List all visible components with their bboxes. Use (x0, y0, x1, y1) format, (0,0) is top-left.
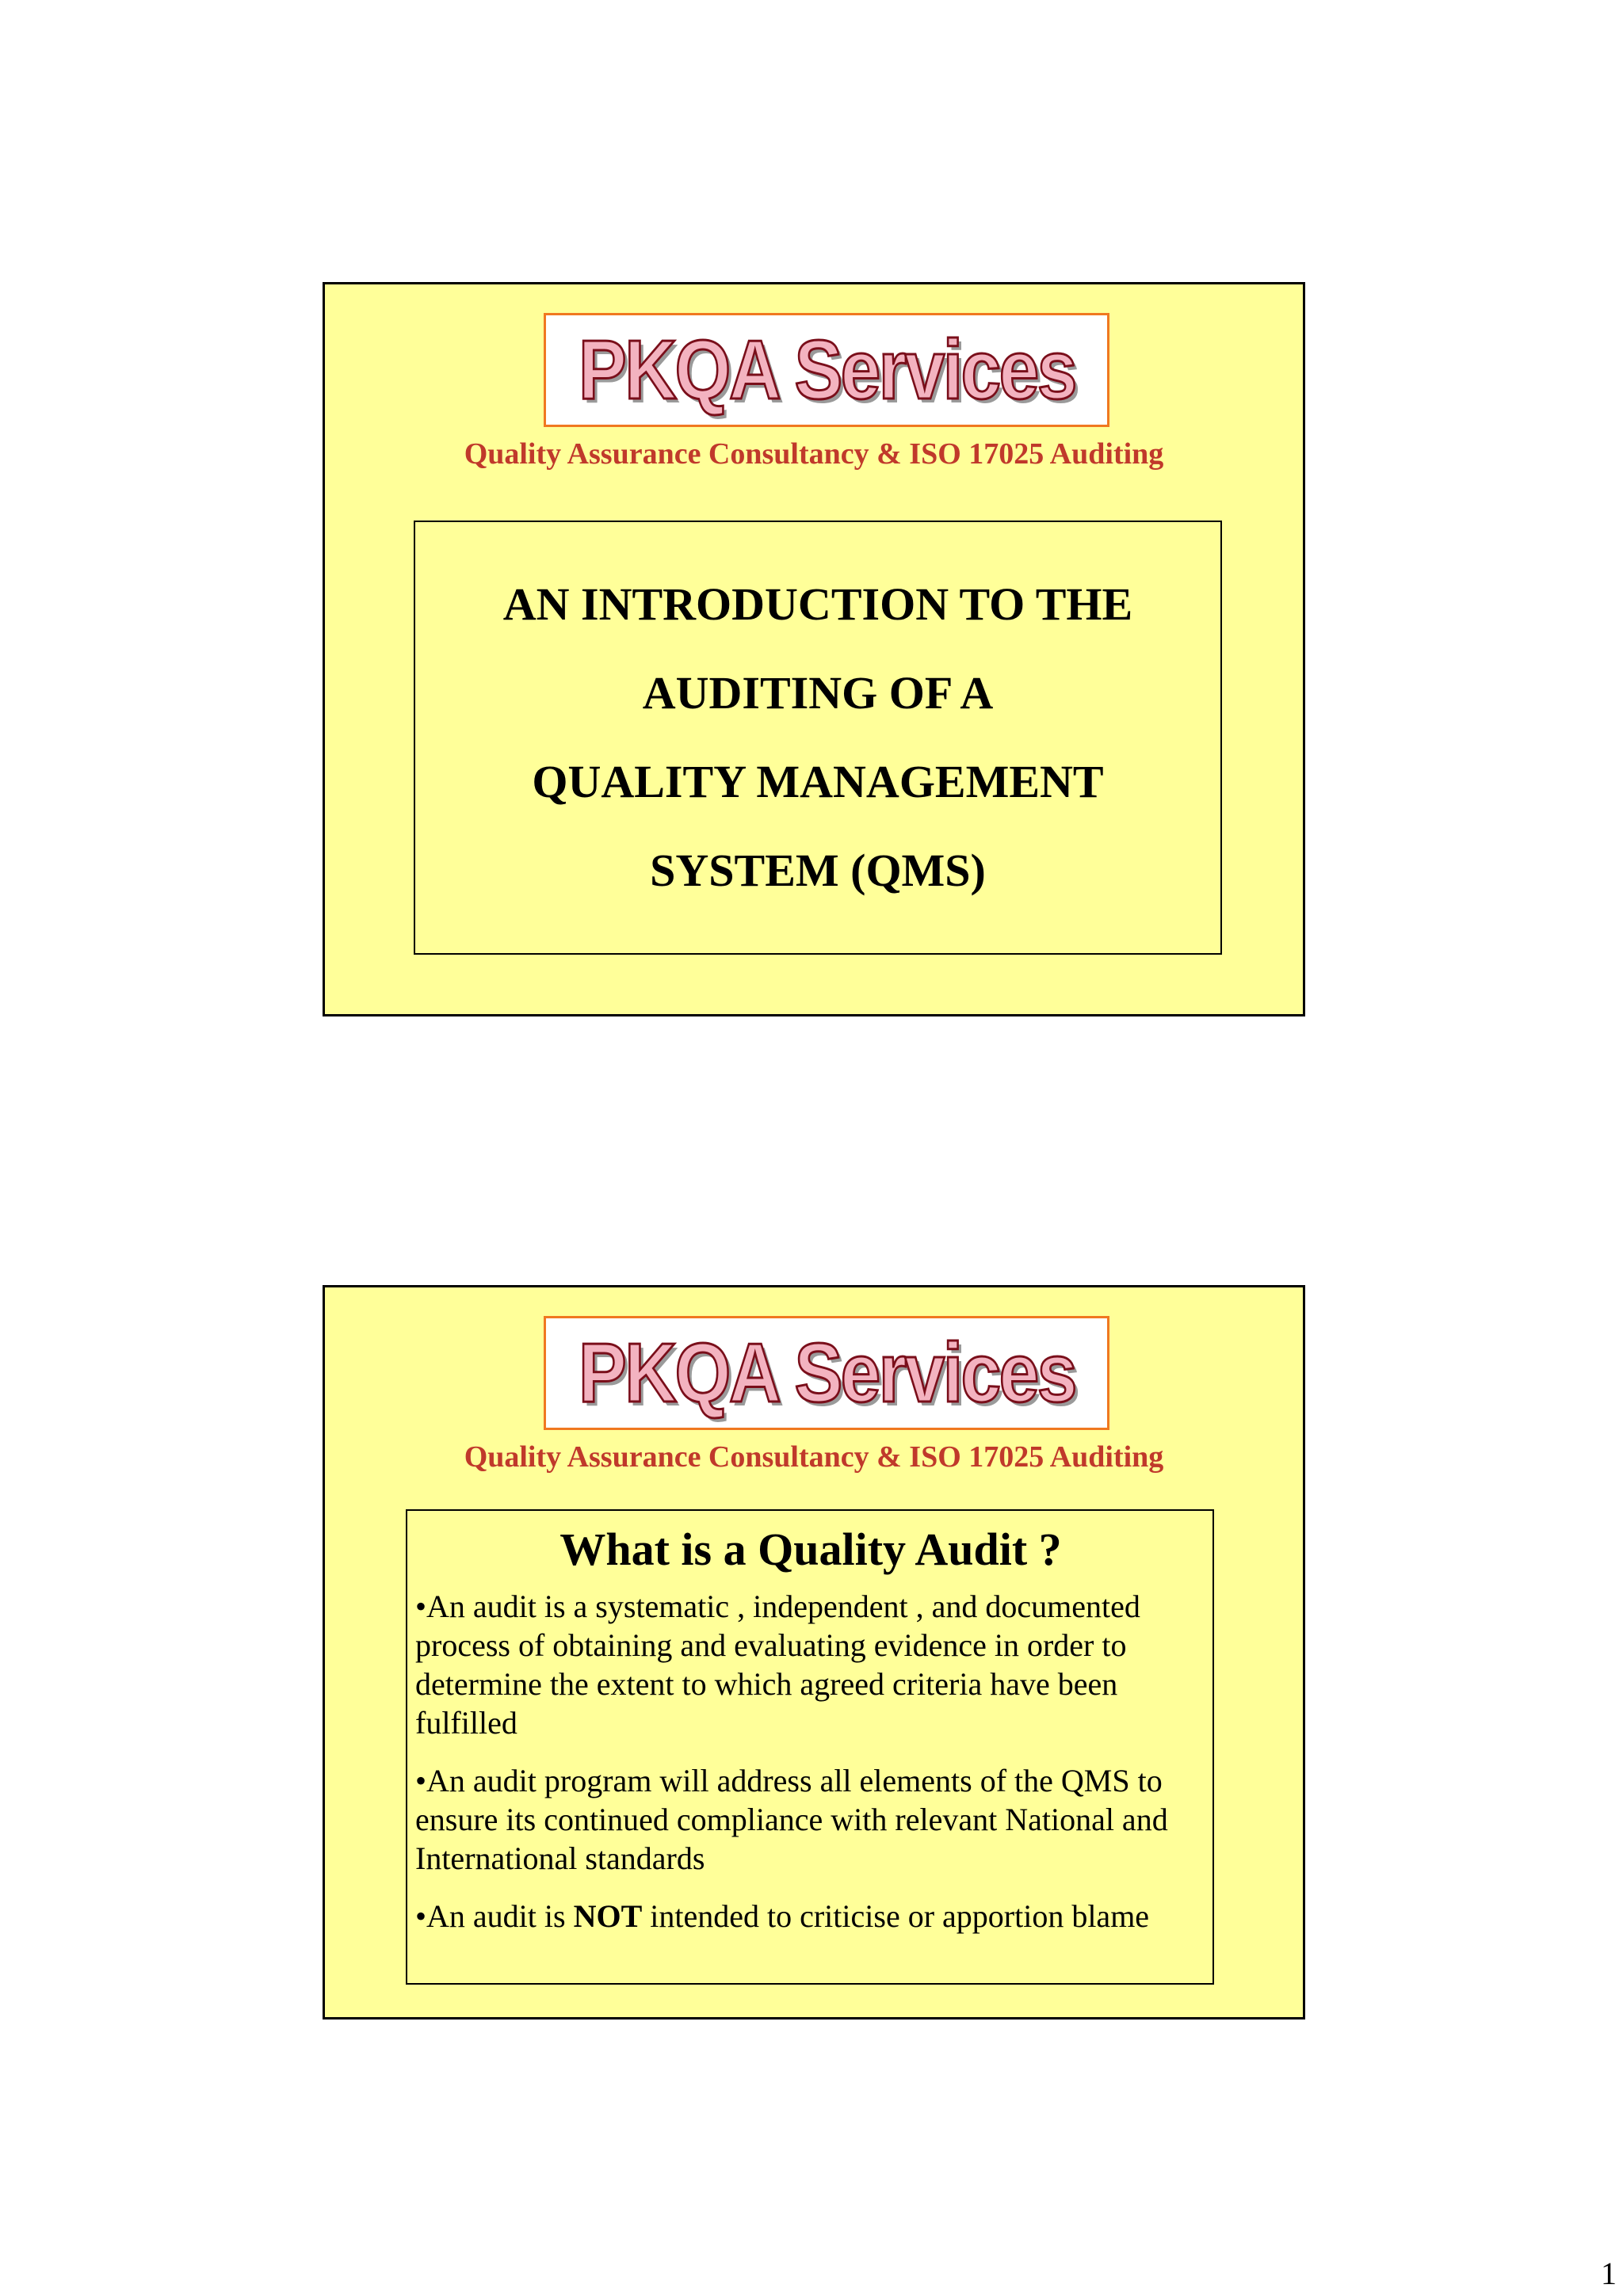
bullet-3-emphasis: NOT (573, 1898, 643, 1934)
title-line-3: QUALITY MANAGEMENT (532, 756, 1104, 807)
slide-heading: What is a Quality Audit ? (559, 1524, 1062, 1575)
tagline: Quality Assurance Consultancy & ISO 17025 Auditing (464, 437, 1164, 471)
logo-text: PKQA Services (578, 323, 1075, 417)
bullet-3-suffix: intended to criticise or apportion blame (642, 1898, 1150, 1934)
slide-1 (323, 282, 1305, 1016)
title-line-4: SYSTEM (QMS) (650, 845, 986, 896)
company-logo (544, 1316, 1109, 1430)
bullet-3-prefix: •An audit is (415, 1898, 574, 1934)
bullet-item-2: •An audit program will address all elements of the QMS to ensure its continued compliance with relevant National and International standards (415, 1763, 1168, 1876)
bullet-item-3 (415, 1897, 1206, 1936)
title-line-2: AUDITING OF A (642, 667, 994, 719)
logo-text: PKQA Services (578, 1326, 1075, 1420)
title-box (414, 521, 1222, 955)
company-logo (544, 313, 1109, 427)
content-box (406, 1509, 1214, 1985)
title-line-1: AN INTRODUCTION TO THE (502, 578, 1133, 630)
tagline: Quality Assurance Consultancy & ISO 17025 Auditing (464, 1440, 1164, 1474)
slide-2 (323, 1285, 1305, 2019)
page-number: 1 (1601, 2256, 1617, 2291)
bullet-item-1: •An audit is a systematic , independent , and documented process of obtaining and evaluating evidence in order to determine the extent to which agreed criteria have been fulfilled (415, 1589, 1140, 1741)
